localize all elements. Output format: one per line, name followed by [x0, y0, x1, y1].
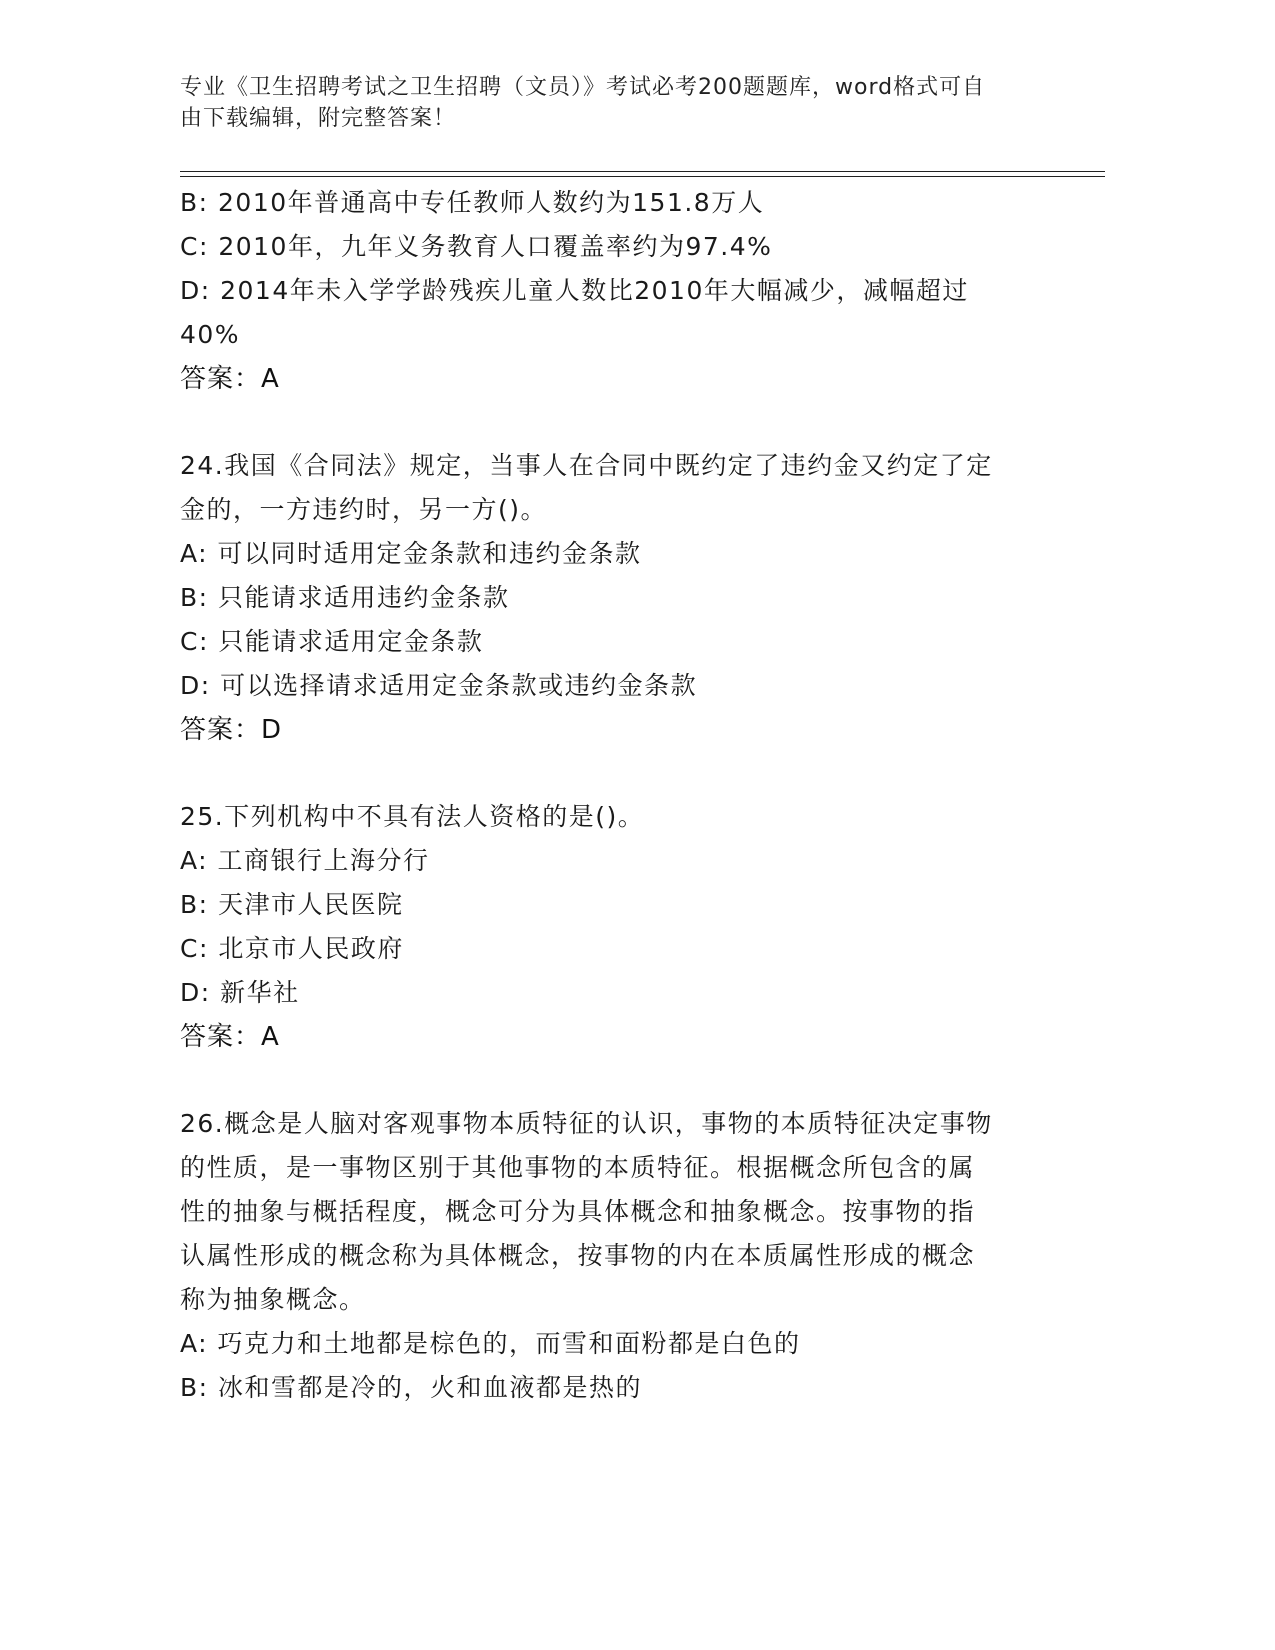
spacer [180, 752, 1030, 795]
question-stem-continued: 金的，一方违约时，另一方()。 [180, 495, 548, 524]
option-d: D: 新华社 [180, 978, 300, 1007]
answer: 答案：A [180, 364, 280, 394]
spacer [180, 1059, 1030, 1102]
option-c: C: 只能请求适用定金条款 [180, 627, 484, 656]
option-c: C: 北京市人民政府 [180, 934, 404, 963]
answer: 答案：A [180, 1022, 280, 1052]
option-d-continued: 40% [180, 320, 241, 349]
option-d: D: 可以选择请求适用定金条款或违约金条款 [180, 671, 698, 700]
question-stem: 26.概念是人脑对客观事物本质特征的认识，事物的本质特征决定事物 [180, 1109, 993, 1138]
answer: 答案：D [180, 715, 283, 745]
question-25 [180, 795, 1030, 1059]
question-list [180, 181, 1030, 1410]
option-b: B: 2010年普通高中专任教师人数约为151.8万人 [180, 188, 765, 217]
header-divider-top [180, 171, 1105, 172]
question-23 [180, 181, 1030, 401]
question-stem-continued: 称为抽象概念。 [180, 1285, 366, 1314]
header-line-2: 由下载编辑，附完整答案！ [180, 106, 457, 131]
question-stem: 24.我国《合同法》规定，当事人在合同中既约定了违约金又约定了定 [180, 451, 993, 480]
header-line-1: 专业《卫生招聘考试之卫生招聘（文员）》考试必考200题题库，word格式可自 [180, 75, 986, 100]
question-stem-continued: 认属性形成的概念称为具体概念，按事物的内在本质属性形成的概念 [180, 1241, 976, 1270]
question-stem-continued: 性的抽象与概括程度，概念可分为具体概念和抽象概念。按事物的指 [180, 1197, 976, 1226]
question-26 [180, 1102, 1030, 1410]
option-b: B: 只能请求适用违约金条款 [180, 583, 510, 612]
option-a: A: 巧克力和土地都是棕色的，而雪和面粉都是白色的 [180, 1329, 801, 1358]
question-stem: 25.下列机构中不具有法人资格的是()。 [180, 802, 645, 831]
spacer [180, 401, 1030, 444]
option-c: C: 2010年，九年义务教育人口覆盖率约为97.4% [180, 232, 773, 261]
option-d: D: 2014年未入学学龄残疾儿童人数比2010年大幅减少，减幅超过 [180, 276, 969, 305]
option-a: A: 可以同时适用定金条款和违约金条款 [180, 539, 642, 568]
document-header [180, 72, 1030, 134]
option-b: B: 冰和雪都是冷的，火和血液都是热的 [180, 1373, 643, 1402]
question-stem-continued: 的性质，是一事物区别于其他事物的本质特征。根据概念所包含的属 [180, 1153, 976, 1182]
option-a: A: 工商银行上海分行 [180, 846, 430, 875]
option-b: B: 天津市人民医院 [180, 890, 404, 919]
question-24 [180, 444, 1030, 752]
header-divider-bottom [180, 176, 1105, 177]
